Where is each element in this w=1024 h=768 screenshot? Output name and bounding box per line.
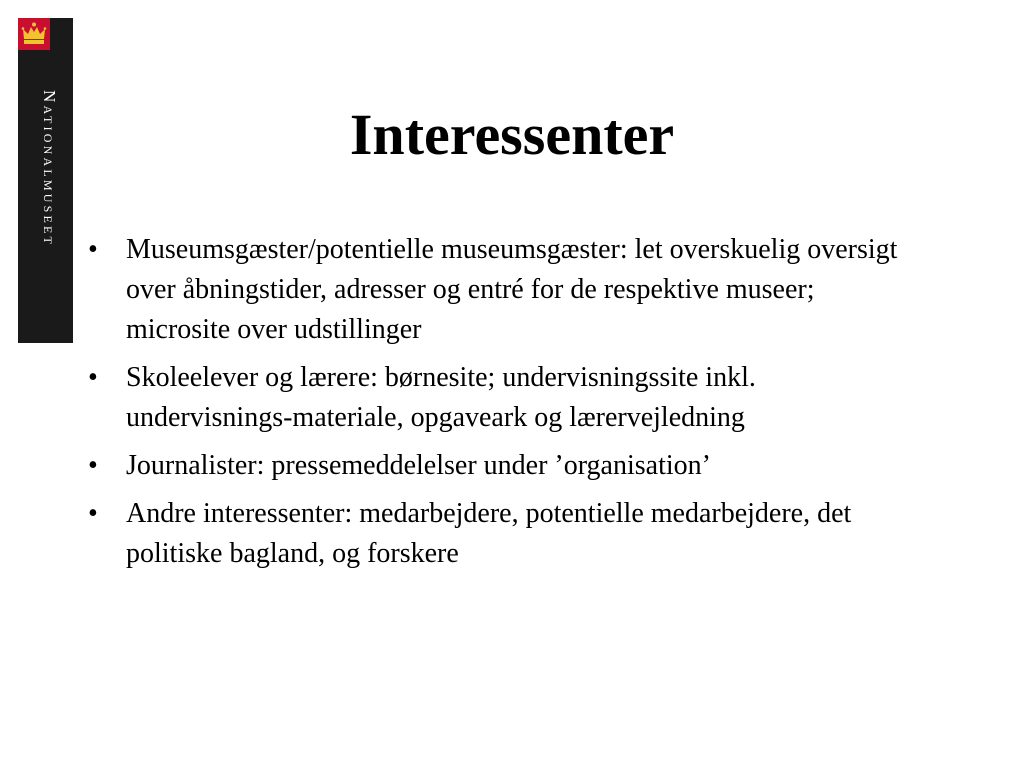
bullet-icon: • [88,362,98,393]
bullet-text: Andre interessenter: medarbejdere, potentielle medarbejdere, det politiske bagland, og forskere [126,498,852,569]
nationalmuseet-logo [18,18,73,343]
bullet-text: Skoleelever og lærere: børnesite; undervisningssite inkl. undervisnings-materiale, opgaveark og lærervejledning [126,362,756,433]
bullet-list [84,230,914,582]
bullet-icon: • [88,498,98,529]
list-item [84,358,914,438]
bullet-text: Museumsgæster/potentielle museumsgæster: let overskuelig oversigt over åbningstider, adresser og entré for de respektive museer; microsite over udstillinger [126,234,898,345]
list-item [84,494,914,574]
slide-title: Interessenter [349,102,675,167]
crown-icon [18,18,50,50]
bullet-icon: • [88,234,98,265]
list-item [84,230,914,350]
logo-text: Nationalmuseet [40,90,59,248]
bullet-text: Journalister: pressemeddelelser under ’organisation’ [126,450,711,481]
bullet-icon: • [88,450,98,481]
list-item [84,446,914,486]
